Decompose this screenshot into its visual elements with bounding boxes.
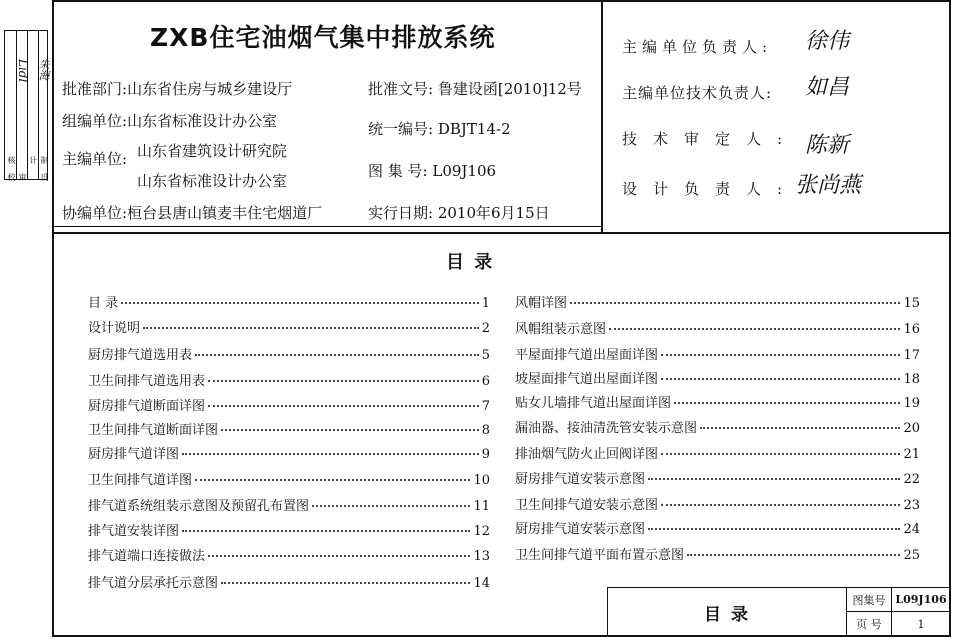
toc-item: 坡屋面排气道出屋面详图 18 [515,372,920,387]
title-block-page-value: 1 [891,611,951,637]
stub-label-3: 审 [18,173,27,181]
toc-item: 厨房排气道安装示意图 22 [515,472,920,487]
toc-item: 卫生间排气道详图 10 [88,473,490,488]
approval-dept [62,78,292,99]
chief-editor-unit-1: 山东省建筑设计研究院 [137,142,288,160]
title-block-page-label: 页 号 [846,611,892,637]
effective-date [368,202,550,223]
toc-item: 漏油器、接油清洗管安装示意图 20 [515,421,920,436]
effective-date-value: 2010年6月15日 [437,204,550,222]
stub-label-2: 核 [7,156,16,164]
toc-item: 卫生间排气道选用表 6 [88,374,490,389]
stub-label-5: 设 [40,173,49,181]
stub-signature-2: 朱海 [37,59,50,81]
stub-label-6: 制 [40,156,49,164]
co-editor-unit-label: 协编单位: [62,204,128,222]
approval-dept-label: 批准部门: [62,80,128,98]
atlas-number-label: 图 集 号: [368,162,428,180]
toc-item: 排气道安装详图 12 [88,524,490,539]
design-head-signature: 张尚燕 [795,173,862,198]
chief-editor-unit-label: 主编单位: [62,150,128,168]
toc-item: 排气道分层承托示意图 14 [88,576,490,591]
approval-number-value: 鲁建设函[2010]12号 [437,80,582,98]
approval-number [368,78,582,99]
chief-unit-head-label: 主编单位负责人: [622,38,773,56]
unified-number-label: 统一编号: [368,120,434,138]
title-block-name: 目 录 [607,587,847,637]
toc-item: 厨房排气道断面详图 7 [88,399,490,414]
organizing-unit-value: 山东省标准设计办公室 [127,112,278,130]
chief-editor-unit-2: 山东省标准设计办公室 [137,172,288,190]
effective-date-label: 实行日期: [368,204,434,222]
stub-label-4: 计 [29,156,38,164]
tech-reviewer-signature: 陈新 [805,133,850,158]
unified-number-value: DBJT14-2 [437,120,511,138]
toc-item: 厨房排气道选用表 5 [88,348,490,363]
title-block-atlas-label: 图集号 [846,587,892,612]
atlas-number-value: L09J106 [432,162,497,180]
toc-item: 排油烟气防火止回阀详图 21 [515,447,920,462]
toc-item: 卫生间排气道安装示意图 23 [515,498,920,513]
title-block-atlas-value: L09J106 [891,587,951,612]
toc-item: 平屋面排气道出屋面详图 17 [515,348,920,363]
tech-reviewer-label: 技术审定人: [622,130,799,148]
header-divider [52,232,951,234]
stub-label-1: 校 [7,173,16,181]
toc-item: 风帽详图 15 [515,296,920,311]
toc-title: 目 录 [446,252,495,273]
organizing-unit [62,110,277,131]
stub-signature-1: Lidl [16,59,30,83]
toc-item: 厨房排气道详图 9 [88,447,490,462]
toc-item: 排气道系统组装示意图及预留孔布置图 11 [88,499,490,514]
toc-item: 卫生间排气道断面详图 8 [88,423,490,438]
chief-tech-head-signature: 如昌 [805,75,850,100]
co-editor-unit [62,202,322,223]
atlas-number [368,160,496,181]
toc-item: 贴女儿墙排气道出屋面详图 19 [515,396,920,411]
toc-item: 厨房排气道安装示意图 24 [515,522,920,537]
header-vertical-divider [601,0,603,232]
chief-unit-head-signature: 徐伟 [805,29,850,54]
toc-item: 目 录 1 [88,296,490,311]
approval-number-label: 批准文号: [368,80,434,98]
side-signature-stub [4,30,48,180]
toc-item: 卫生间排气道平面布置示意图 25 [515,548,920,563]
toc-item: 排气道端口连接做法 13 [88,549,490,564]
co-editor-unit-value: 桓台县唐山镇麦丰住宅烟道厂 [127,204,323,222]
design-head-label: 设计负责人: [622,180,799,198]
chief-tech-head-label: 主编单位技术负责人: [622,84,773,102]
toc-item: 设计说明 2 [88,321,490,336]
unified-number [368,118,511,139]
page-title: ZXB住宅油烟气集中排放系统 [150,23,496,52]
approval-dept-value: 山东省住房与城乡建设厅 [127,80,293,98]
organizing-unit-label: 组编单位: [62,112,128,130]
toc-item: 风帽组装示意图 16 [515,322,920,337]
